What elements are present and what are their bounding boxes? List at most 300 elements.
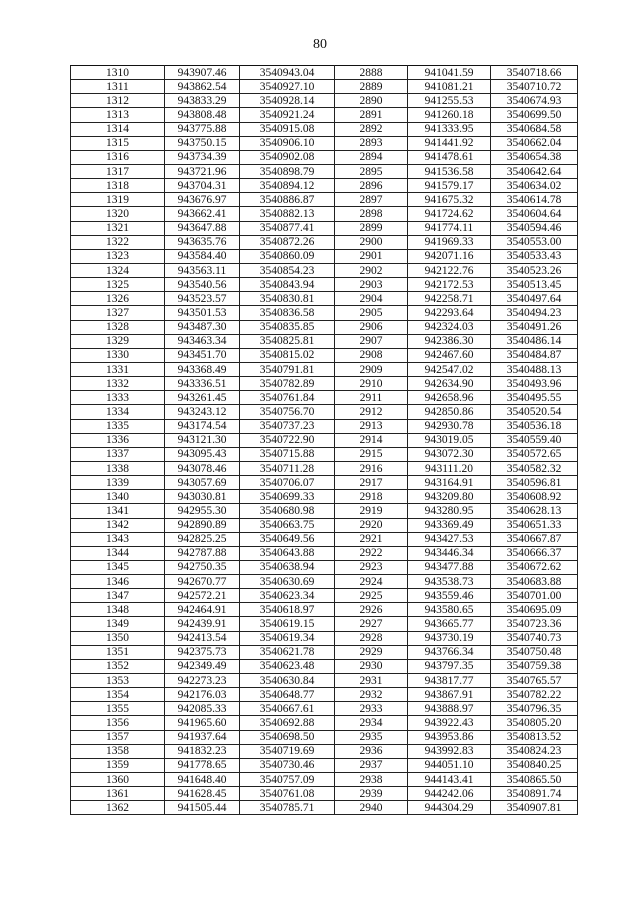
table-cell-point-number-right: 2913 <box>335 419 408 433</box>
table-cell-point-number-left: 1324 <box>71 263 165 277</box>
table-cell-point-number-left: 1333 <box>71 391 165 405</box>
table-cell-point-number-left: 1332 <box>71 377 165 391</box>
table-cell-x-coordinate-right: 942850.86 <box>408 405 491 419</box>
table-row <box>71 164 578 178</box>
table-row <box>71 80 578 94</box>
table-cell-x-coordinate-right: 943446.34 <box>408 546 491 560</box>
table-row <box>71 235 578 249</box>
table-cell-point-number-right: 2899 <box>335 221 408 235</box>
table-row <box>71 730 578 744</box>
table-cell-y-coordinate-left: 3540623.48 <box>240 659 335 673</box>
table-cell-x-coordinate-right: 943427.53 <box>408 532 491 546</box>
table-cell-point-number-left: 1350 <box>71 631 165 645</box>
table-cell-x-coordinate-left: 943721.96 <box>165 164 240 178</box>
table-cell-y-coordinate-left: 3540854.23 <box>240 263 335 277</box>
table-cell-y-coordinate-right: 3540750.48 <box>491 645 578 659</box>
table-cell-y-coordinate-left: 3540663.75 <box>240 518 335 532</box>
table-cell-y-coordinate-left: 3540715.88 <box>240 447 335 461</box>
table-cell-point-number-left: 1344 <box>71 546 165 560</box>
table-cell-point-number-right: 2933 <box>335 702 408 716</box>
table-cell-x-coordinate-right: 942172.53 <box>408 278 491 292</box>
table-cell-point-number-left: 1338 <box>71 461 165 475</box>
table-cell-point-number-left: 1358 <box>71 744 165 758</box>
table-cell-point-number-right: 2936 <box>335 744 408 758</box>
table-cell-x-coordinate-left: 943734.39 <box>165 150 240 164</box>
table-cell-y-coordinate-right: 3540782.22 <box>491 688 578 702</box>
table-cell-x-coordinate-left: 943121.30 <box>165 433 240 447</box>
table-cell-x-coordinate-right: 941333.95 <box>408 122 491 136</box>
table-cell-x-coordinate-right: 943019.05 <box>408 433 491 447</box>
table-cell-point-number-right: 2912 <box>335 405 408 419</box>
table-row <box>71 306 578 320</box>
table-cell-x-coordinate-right: 943072.30 <box>408 447 491 461</box>
table-cell-point-number-left: 1326 <box>71 292 165 306</box>
table-cell-y-coordinate-left: 3540722.90 <box>240 433 335 447</box>
table-cell-y-coordinate-right: 3540674.93 <box>491 94 578 108</box>
table-cell-y-coordinate-left: 3540761.84 <box>240 391 335 405</box>
table-cell-point-number-right: 2890 <box>335 94 408 108</box>
table-cell-x-coordinate-left: 942375.73 <box>165 645 240 659</box>
table-cell-x-coordinate-left: 942670.77 <box>165 575 240 589</box>
table-cell-point-number-left: 1323 <box>71 249 165 263</box>
table-cell-y-coordinate-left: 3540621.78 <box>240 645 335 659</box>
table-cell-point-number-left: 1356 <box>71 716 165 730</box>
table-cell-point-number-right: 2904 <box>335 292 408 306</box>
table-row <box>71 419 578 433</box>
table-cell-y-coordinate-right: 3540559.40 <box>491 433 578 447</box>
table-cell-x-coordinate-right: 943665.77 <box>408 617 491 631</box>
table-cell-x-coordinate-left: 941505.44 <box>165 801 240 815</box>
table-cell-x-coordinate-right: 943111.20 <box>408 461 491 475</box>
table-cell-y-coordinate-right: 3540699.50 <box>491 108 578 122</box>
table-cell-point-number-right: 2930 <box>335 659 408 673</box>
table-row <box>71 377 578 391</box>
table-cell-point-number-left: 1314 <box>71 122 165 136</box>
table-cell-y-coordinate-right: 3540654.38 <box>491 150 578 164</box>
table-cell-point-number-right: 2914 <box>335 433 408 447</box>
table-cell-x-coordinate-right: 941260.18 <box>408 108 491 122</box>
table-row <box>71 758 578 772</box>
table-cell-y-coordinate-left: 3540638.94 <box>240 560 335 574</box>
table-cell-y-coordinate-right: 3540666.37 <box>491 546 578 560</box>
table-cell-y-coordinate-right: 3540667.87 <box>491 532 578 546</box>
table-cell-y-coordinate-right: 3540604.64 <box>491 207 578 221</box>
table-cell-x-coordinate-left: 942413.54 <box>165 631 240 645</box>
table-cell-x-coordinate-left: 943584.40 <box>165 249 240 263</box>
table-cell-y-coordinate-right: 3540683.88 <box>491 575 578 589</box>
table-cell-y-coordinate-left: 3540860.09 <box>240 249 335 263</box>
table-cell-x-coordinate-right: 943559.46 <box>408 589 491 603</box>
table-row <box>71 801 578 815</box>
table-row <box>71 94 578 108</box>
table-cell-point-number-left: 1341 <box>71 504 165 518</box>
table-cell-x-coordinate-right: 943280.95 <box>408 504 491 518</box>
page-number: 80 <box>313 37 327 52</box>
table-cell-point-number-left: 1361 <box>71 787 165 801</box>
table-cell-x-coordinate-right: 942122.76 <box>408 263 491 277</box>
table-cell-point-number-left: 1316 <box>71 150 165 164</box>
table-cell-x-coordinate-right: 942258.71 <box>408 292 491 306</box>
table-cell-point-number-left: 1322 <box>71 235 165 249</box>
table-row <box>71 716 578 730</box>
table-cell-y-coordinate-right: 3540628.13 <box>491 504 578 518</box>
table-cell-x-coordinate-left: 943336.51 <box>165 377 240 391</box>
table-cell-x-coordinate-right: 941969.33 <box>408 235 491 249</box>
table-cell-point-number-right: 2919 <box>335 504 408 518</box>
table-cell-point-number-right: 2922 <box>335 546 408 560</box>
table-cell-x-coordinate-left: 943487.30 <box>165 320 240 334</box>
table-row <box>71 249 578 263</box>
table-row <box>71 150 578 164</box>
table-cell-x-coordinate-left: 942890.89 <box>165 518 240 532</box>
table-cell-x-coordinate-right: 943953.86 <box>408 730 491 744</box>
table-cell-y-coordinate-left: 3540623.34 <box>240 589 335 603</box>
table-cell-y-coordinate-right: 3540695.09 <box>491 603 578 617</box>
table-cell-y-coordinate-left: 3540898.79 <box>240 164 335 178</box>
table-cell-x-coordinate-left: 941778.65 <box>165 758 240 772</box>
table-cell-x-coordinate-left: 942439.91 <box>165 617 240 631</box>
table-cell-point-number-right: 2911 <box>335 391 408 405</box>
table-cell-y-coordinate-left: 3540649.56 <box>240 532 335 546</box>
table-row <box>71 334 578 348</box>
table-cell-point-number-left: 1321 <box>71 221 165 235</box>
table-cell-point-number-right: 2901 <box>335 249 408 263</box>
table-row <box>71 603 578 617</box>
table-row <box>71 518 578 532</box>
table-cell-x-coordinate-right: 942071.16 <box>408 249 491 263</box>
table-cell-x-coordinate-left: 943451.70 <box>165 348 240 362</box>
table-cell-point-number-right: 2934 <box>335 716 408 730</box>
table-cell-x-coordinate-right: 943817.77 <box>408 674 491 688</box>
table-cell-x-coordinate-right: 941536.58 <box>408 164 491 178</box>
table-cell-y-coordinate-left: 3540882.13 <box>240 207 335 221</box>
table-cell-point-number-left: 1319 <box>71 193 165 207</box>
table-cell-x-coordinate-left: 943261.45 <box>165 391 240 405</box>
table-cell-point-number-right: 2894 <box>335 150 408 164</box>
table-cell-point-number-left: 1342 <box>71 518 165 532</box>
table-cell-y-coordinate-right: 3540907.81 <box>491 801 578 815</box>
table-row <box>71 362 578 376</box>
table-cell-y-coordinate-right: 3540891.74 <box>491 787 578 801</box>
table-cell-y-coordinate-left: 3540711.28 <box>240 461 335 475</box>
table-cell-y-coordinate-left: 3540915.08 <box>240 122 335 136</box>
table-row <box>71 773 578 787</box>
table-row <box>71 617 578 631</box>
table-cell-point-number-left: 1354 <box>71 688 165 702</box>
table-cell-x-coordinate-right: 942930.78 <box>408 419 491 433</box>
table-cell-x-coordinate-left: 943907.46 <box>165 66 240 80</box>
table-cell-y-coordinate-left: 3540630.84 <box>240 674 335 688</box>
table-cell-point-number-right: 2938 <box>335 773 408 787</box>
table-row <box>71 136 578 150</box>
table-cell-y-coordinate-right: 3540495.55 <box>491 391 578 405</box>
table-row <box>71 674 578 688</box>
table-cell-point-number-right: 2889 <box>335 80 408 94</box>
table-cell-y-coordinate-right: 3540614.78 <box>491 193 578 207</box>
table-cell-y-coordinate-right: 3540520.54 <box>491 405 578 419</box>
table-cell-y-coordinate-left: 3540619.34 <box>240 631 335 645</box>
table-cell-point-number-right: 2918 <box>335 490 408 504</box>
table-cell-point-number-left: 1325 <box>71 278 165 292</box>
table-row <box>71 631 578 645</box>
table-cell-point-number-right: 2909 <box>335 362 408 376</box>
table-cell-y-coordinate-right: 3540488.13 <box>491 362 578 376</box>
table-cell-x-coordinate-left: 943647.88 <box>165 221 240 235</box>
table-cell-y-coordinate-left: 3540757.09 <box>240 773 335 787</box>
table-cell-point-number-right: 2900 <box>335 235 408 249</box>
table-cell-x-coordinate-left: 943501.53 <box>165 306 240 320</box>
table-row <box>71 122 578 136</box>
table-cell-point-number-right: 2940 <box>335 801 408 815</box>
table-cell-point-number-left: 1317 <box>71 164 165 178</box>
table-cell-y-coordinate-left: 3540643.88 <box>240 546 335 560</box>
table-cell-point-number-left: 1330 <box>71 348 165 362</box>
table-cell-point-number-right: 2929 <box>335 645 408 659</box>
table-cell-point-number-left: 1337 <box>71 447 165 461</box>
table-cell-point-number-left: 1345 <box>71 560 165 574</box>
table-row <box>71 490 578 504</box>
table-cell-y-coordinate-right: 3540494.23 <box>491 306 578 320</box>
table-cell-point-number-right: 2935 <box>335 730 408 744</box>
table-cell-y-coordinate-right: 3540740.73 <box>491 631 578 645</box>
table-cell-y-coordinate-right: 3540497.64 <box>491 292 578 306</box>
table-cell-x-coordinate-right: 941675.32 <box>408 193 491 207</box>
table-cell-x-coordinate-left: 942176.03 <box>165 688 240 702</box>
table-cell-x-coordinate-right: 944242.06 <box>408 787 491 801</box>
table-cell-x-coordinate-right: 942547.02 <box>408 362 491 376</box>
coordinates-table-body <box>71 66 578 815</box>
table-cell-y-coordinate-right: 3540824.23 <box>491 744 578 758</box>
table-cell-y-coordinate-right: 3540582.32 <box>491 461 578 475</box>
table-cell-y-coordinate-left: 3540706.07 <box>240 476 335 490</box>
table-row <box>71 461 578 475</box>
table-cell-point-number-left: 1310 <box>71 66 165 80</box>
table-cell-point-number-right: 2916 <box>335 461 408 475</box>
table-cell-y-coordinate-right: 3540513.45 <box>491 278 578 292</box>
table-row <box>71 292 578 306</box>
table-cell-x-coordinate-right: 942386.30 <box>408 334 491 348</box>
table-cell-point-number-right: 2908 <box>335 348 408 362</box>
table-cell-x-coordinate-right: 943922.43 <box>408 716 491 730</box>
table-cell-point-number-left: 1312 <box>71 94 165 108</box>
table-cell-y-coordinate-right: 3540651.33 <box>491 518 578 532</box>
table-cell-point-number-left: 1349 <box>71 617 165 631</box>
table-cell-y-coordinate-left: 3540737.23 <box>240 419 335 433</box>
table-cell-x-coordinate-left: 941628.45 <box>165 787 240 801</box>
table-cell-y-coordinate-left: 3540619.15 <box>240 617 335 631</box>
table-cell-y-coordinate-left: 3540843.94 <box>240 278 335 292</box>
coordinates-table <box>70 65 578 815</box>
table-cell-x-coordinate-left: 943704.31 <box>165 179 240 193</box>
table-cell-x-coordinate-left: 941832.23 <box>165 744 240 758</box>
table-cell-y-coordinate-right: 3540533.43 <box>491 249 578 263</box>
table-cell-y-coordinate-right: 3540634.02 <box>491 179 578 193</box>
table-cell-y-coordinate-right: 3540572.65 <box>491 447 578 461</box>
table-cell-y-coordinate-left: 3540921.24 <box>240 108 335 122</box>
table-row <box>71 207 578 221</box>
table-cell-point-number-left: 1352 <box>71 659 165 673</box>
table-cell-x-coordinate-right: 942467.60 <box>408 348 491 362</box>
table-row <box>71 645 578 659</box>
table-cell-x-coordinate-left: 943635.76 <box>165 235 240 249</box>
table-cell-y-coordinate-left: 3540785.71 <box>240 801 335 815</box>
table-cell-y-coordinate-left: 3540791.81 <box>240 362 335 376</box>
table-cell-point-number-right: 2888 <box>335 66 408 80</box>
table-cell-point-number-left: 1355 <box>71 702 165 716</box>
table-row <box>71 193 578 207</box>
table-cell-point-number-right: 2903 <box>335 278 408 292</box>
table-cell-x-coordinate-left: 943095.43 <box>165 447 240 461</box>
table-cell-point-number-right: 2926 <box>335 603 408 617</box>
table-cell-x-coordinate-left: 943243.12 <box>165 405 240 419</box>
table-row <box>71 263 578 277</box>
table-cell-point-number-right: 2896 <box>335 179 408 193</box>
table-cell-x-coordinate-left: 943833.29 <box>165 94 240 108</box>
table-cell-y-coordinate-left: 3540782.89 <box>240 377 335 391</box>
table-cell-y-coordinate-right: 3540759.38 <box>491 659 578 673</box>
table-cell-x-coordinate-right: 943992.83 <box>408 744 491 758</box>
table-cell-point-number-left: 1320 <box>71 207 165 221</box>
table-cell-point-number-left: 1359 <box>71 758 165 772</box>
table-cell-y-coordinate-left: 3540927.10 <box>240 80 335 94</box>
table-cell-x-coordinate-right: 943369.49 <box>408 518 491 532</box>
table-cell-y-coordinate-left: 3540836.58 <box>240 306 335 320</box>
table-cell-y-coordinate-right: 3540684.58 <box>491 122 578 136</box>
table-cell-y-coordinate-left: 3540943.04 <box>240 66 335 80</box>
table-row <box>71 504 578 518</box>
table-cell-x-coordinate-left: 943662.41 <box>165 207 240 221</box>
table-cell-x-coordinate-left: 943523.57 <box>165 292 240 306</box>
table-cell-point-number-right: 2898 <box>335 207 408 221</box>
table-cell-y-coordinate-right: 3540493.96 <box>491 377 578 391</box>
table-cell-point-number-left: 1347 <box>71 589 165 603</box>
table-cell-x-coordinate-right: 943797.35 <box>408 659 491 673</box>
table-cell-y-coordinate-left: 3540680.98 <box>240 504 335 518</box>
table-cell-y-coordinate-right: 3540765.57 <box>491 674 578 688</box>
table-cell-point-number-right: 2907 <box>335 334 408 348</box>
table-cell-point-number-left: 1315 <box>71 136 165 150</box>
table-cell-y-coordinate-right: 3540805.20 <box>491 716 578 730</box>
table-cell-x-coordinate-right: 942658.96 <box>408 391 491 405</box>
table-cell-point-number-right: 2905 <box>335 306 408 320</box>
table-cell-x-coordinate-left: 943540.56 <box>165 278 240 292</box>
table-cell-point-number-left: 1311 <box>71 80 165 94</box>
table-cell-x-coordinate-right: 941081.21 <box>408 80 491 94</box>
table-cell-point-number-left: 1335 <box>71 419 165 433</box>
table-cell-x-coordinate-right: 943209.80 <box>408 490 491 504</box>
table-cell-y-coordinate-right: 3540642.64 <box>491 164 578 178</box>
table-cell-y-coordinate-left: 3540667.61 <box>240 702 335 716</box>
table-cell-point-number-right: 2937 <box>335 758 408 772</box>
table-cell-point-number-left: 1328 <box>71 320 165 334</box>
table-cell-x-coordinate-right: 941478.61 <box>408 150 491 164</box>
table-cell-y-coordinate-left: 3540815.02 <box>240 348 335 362</box>
table-cell-x-coordinate-left: 943775.88 <box>165 122 240 136</box>
table-cell-y-coordinate-left: 3540698.50 <box>240 730 335 744</box>
table-cell-point-number-right: 2917 <box>335 476 408 490</box>
table-cell-x-coordinate-right: 943477.88 <box>408 560 491 574</box>
table-cell-y-coordinate-right: 3540608.92 <box>491 490 578 504</box>
table-cell-point-number-right: 2892 <box>335 122 408 136</box>
table-row <box>71 688 578 702</box>
table-cell-y-coordinate-right: 3540662.04 <box>491 136 578 150</box>
table-row <box>71 659 578 673</box>
table-cell-y-coordinate-right: 3540813.52 <box>491 730 578 744</box>
table-cell-y-coordinate-right: 3540723.36 <box>491 617 578 631</box>
table-cell-point-number-right: 2893 <box>335 136 408 150</box>
table-cell-y-coordinate-right: 3540594.46 <box>491 221 578 235</box>
table-row <box>71 532 578 546</box>
table-cell-point-number-right: 2895 <box>335 164 408 178</box>
table-row <box>71 348 578 362</box>
table-cell-x-coordinate-right: 943888.97 <box>408 702 491 716</box>
table-row <box>71 476 578 490</box>
table-cell-y-coordinate-left: 3540648.77 <box>240 688 335 702</box>
table-cell-y-coordinate-right: 3540596.81 <box>491 476 578 490</box>
table-cell-y-coordinate-right: 3540553.00 <box>491 235 578 249</box>
table-cell-x-coordinate-left: 941965.60 <box>165 716 240 730</box>
table-cell-point-number-left: 1343 <box>71 532 165 546</box>
table-row <box>71 221 578 235</box>
table-cell-x-coordinate-right: 943164.91 <box>408 476 491 490</box>
table-cell-y-coordinate-left: 3540877.41 <box>240 221 335 235</box>
table-cell-x-coordinate-right: 943867.91 <box>408 688 491 702</box>
table-cell-x-coordinate-right: 943730.19 <box>408 631 491 645</box>
table-cell-y-coordinate-left: 3540902.08 <box>240 150 335 164</box>
table-cell-x-coordinate-left: 943174.54 <box>165 419 240 433</box>
table-row <box>71 744 578 758</box>
table-cell-point-number-left: 1318 <box>71 179 165 193</box>
table-cell-point-number-left: 1351 <box>71 645 165 659</box>
table-cell-point-number-right: 2932 <box>335 688 408 702</box>
table-cell-point-number-right: 2931 <box>335 674 408 688</box>
table-cell-point-number-right: 2921 <box>335 532 408 546</box>
table-cell-point-number-right: 2891 <box>335 108 408 122</box>
table-cell-x-coordinate-right: 944143.41 <box>408 773 491 787</box>
table-cell-point-number-left: 1336 <box>71 433 165 447</box>
table-cell-x-coordinate-right: 941579.17 <box>408 179 491 193</box>
table-row <box>71 405 578 419</box>
table-cell-x-coordinate-left: 942787.88 <box>165 546 240 560</box>
table-cell-x-coordinate-left: 941937.64 <box>165 730 240 744</box>
table-cell-point-number-right: 2897 <box>335 193 408 207</box>
table-cell-y-coordinate-right: 3540484.87 <box>491 348 578 362</box>
table-cell-point-number-left: 1331 <box>71 362 165 376</box>
table-cell-x-coordinate-right: 943580.65 <box>408 603 491 617</box>
table-cell-point-number-left: 1360 <box>71 773 165 787</box>
table-cell-point-number-left: 1327 <box>71 306 165 320</box>
table-cell-x-coordinate-right: 942324.03 <box>408 320 491 334</box>
table-cell-point-number-left: 1353 <box>71 674 165 688</box>
table-cell-point-number-left: 1348 <box>71 603 165 617</box>
table-cell-y-coordinate-right: 3540701.00 <box>491 589 578 603</box>
table-cell-x-coordinate-left: 943750.15 <box>165 136 240 150</box>
table-cell-point-number-right: 2910 <box>335 377 408 391</box>
table-cell-y-coordinate-right: 3540523.26 <box>491 263 578 277</box>
table-cell-x-coordinate-right: 943766.34 <box>408 645 491 659</box>
table-row <box>71 66 578 80</box>
table-cell-x-coordinate-left: 942825.25 <box>165 532 240 546</box>
table-cell-y-coordinate-right: 3540796.35 <box>491 702 578 716</box>
table-cell-point-number-left: 1340 <box>71 490 165 504</box>
table-cell-y-coordinate-right: 3540710.72 <box>491 80 578 94</box>
table-cell-x-coordinate-left: 943563.11 <box>165 263 240 277</box>
table-cell-point-number-left: 1313 <box>71 108 165 122</box>
table-cell-x-coordinate-left: 943057.69 <box>165 476 240 490</box>
table-cell-y-coordinate-left: 3540630.69 <box>240 575 335 589</box>
table-cell-y-coordinate-left: 3540872.26 <box>240 235 335 249</box>
table-cell-x-coordinate-left: 943463.34 <box>165 334 240 348</box>
